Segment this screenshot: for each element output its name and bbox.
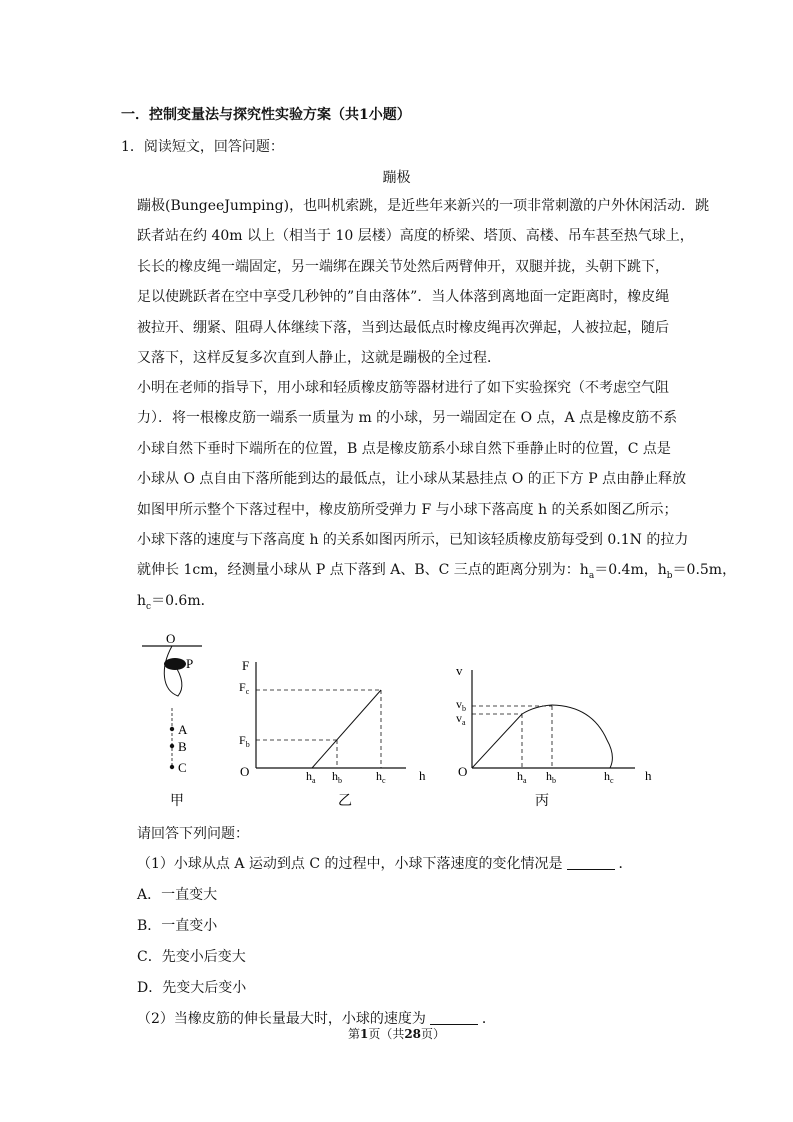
label-O: O [166, 631, 176, 646]
origin-label: O [240, 764, 250, 779]
ball-p [164, 658, 186, 670]
tick-Fb: $F_b$ [239, 733, 250, 749]
paragraph-line: 跃者站在约 40m 以上（相当于 10 层楼）高度的桥梁、塔顶、高楼、吊车甚至热气球上， [137, 228, 694, 245]
option-A[interactable]: A．一直变大 [137, 887, 218, 903]
figure-bing [456, 663, 652, 809]
figure-yi [239, 658, 426, 809]
velocity-curve [472, 705, 612, 768]
axis-label-h: h [419, 768, 426, 783]
paragraph-line: 被拉开、绷紧、阻碍人体继续下落，当到达最低点时橡皮绳再次弹起，人被拉起，随后 [137, 319, 669, 336]
paragraph-line: 小球从 O 点自由下落所能到达的最低点，让小球从某悬挂点 O 的正下方 P 点由静止释放 [137, 471, 687, 488]
axis-label-h: h [645, 768, 652, 783]
point-B [170, 744, 174, 748]
axis-label-F: F [242, 658, 250, 673]
label-C: C [178, 760, 187, 775]
question-stem: 1．阅读短文，回答问题： [121, 139, 284, 155]
paragraph-line: 小明在老师的指导下，用小球和轻质橡皮筋等器材进行了如下实验探究（不考虑空气阻 [137, 380, 669, 396]
question-1: （1）小球从点 A 运动到点 C 的过程中，小球下落速度的变化情况是 ． [137, 856, 633, 872]
answer-blank-1[interactable] [567, 855, 615, 870]
tick-ha: $h_a$ [306, 769, 316, 785]
paragraph-line: 力）．将一根橡皮筋一端系一质量为 m 的小球，另一端固定在 O 点，A 点是橡皮筋不系 [137, 410, 678, 427]
origin-label: O [458, 764, 468, 779]
paragraph-line: 长长的橡皮绳一端固定，另一端绑在踝关节处然后两臂伸开，双腿并拢，头朝下跳下， [137, 258, 669, 275]
question-1-text: （1）小球从点 A 运动到点 C 的过程中，小球下落速度的变化情况是 [137, 856, 563, 872]
force-line [312, 690, 381, 768]
tick-Fc: $F_c$ [239, 680, 250, 696]
tick-hc: $h_c$ [376, 769, 386, 785]
caption-bing: 丙 [535, 794, 549, 809]
question-2: （2）当橡皮筋的伸长量最大时，小球的速度为 ． [137, 1011, 496, 1027]
option-C[interactable]: C．先变小后变大 [137, 949, 246, 965]
paragraph-line: 就伸长 1cm，经测量小球从 P 点下落到 A、B、C 三点的距离分别为：$h_a=0.4m$，$h_b=0.5m$， [137, 562, 737, 582]
point-A [170, 727, 174, 731]
tick-hb: $h_b$ [546, 769, 556, 785]
option-D[interactable]: D．先变大后变小 [137, 980, 247, 996]
tick-ha: $h_a$ [517, 769, 527, 785]
tick-vb: $v_b$ [456, 697, 466, 713]
figure-jia [142, 631, 202, 809]
paragraph-line: 足以使跳跃者在空中享受几秒钟的”自由落体”．当人体落到离地面一定距离时，橡皮绳 [137, 289, 670, 306]
tick-va: $v_a$ [456, 711, 466, 727]
page-footer: 第1页（共28页） [347, 1027, 446, 1041]
axis-label-v: v [456, 663, 463, 678]
label-P: P [186, 656, 194, 671]
article-title: 蹦极 [382, 170, 411, 186]
label-B: B [178, 739, 187, 754]
tick-hc: $h_c$ [604, 769, 614, 785]
page-number: 1 [359, 1027, 369, 1041]
rubber-band [164, 646, 182, 696]
answer-blank-2[interactable] [430, 1010, 478, 1025]
point-C [170, 765, 174, 769]
figures-panel [130, 628, 670, 813]
answer-prompt: 请回答下列问题： [137, 826, 249, 842]
caption-jia: 甲 [170, 794, 184, 809]
question-2-text: （2）当橡皮筋的伸长量最大时，小球的速度为 [137, 1011, 426, 1027]
paragraph-line: 又落下，这样反复多次直到人静止，这就是蹦极的全过程． [137, 350, 501, 366]
paragraph-line: 小球自然下垂时下端所在的位置，B 点是橡皮筋系小球自然下垂静止时的位置，C 点是 [137, 440, 671, 457]
tick-hb: $h_b$ [332, 769, 342, 785]
option-B[interactable]: B．一直变小 [137, 918, 218, 934]
paragraph-line: 小球下落的速度与下落高度 h 的关系如图丙所示，已知该轻质橡皮筋每受到 0.1N 的拉力 [137, 532, 689, 548]
caption-yi: 乙 [338, 794, 352, 809]
paragraph-line: 蹦极(BungeeJumping)，也叫机索跳，是近些年来新兴的一项非常刺激的户外休闲活动．跳 [137, 198, 710, 214]
section-title: 一．控制变量法与探究性实验方案（共1小题） [121, 107, 411, 123]
paragraph-line: $h_c=0.6m$． [137, 592, 215, 612]
page-total: 28 [404, 1027, 422, 1041]
paragraph-line: 如图甲所示整个下落过程中，橡皮筋所受弹力 F 与小球下落高度 h 的关系如图乙所示； [137, 501, 678, 518]
label-A: A [178, 722, 188, 737]
